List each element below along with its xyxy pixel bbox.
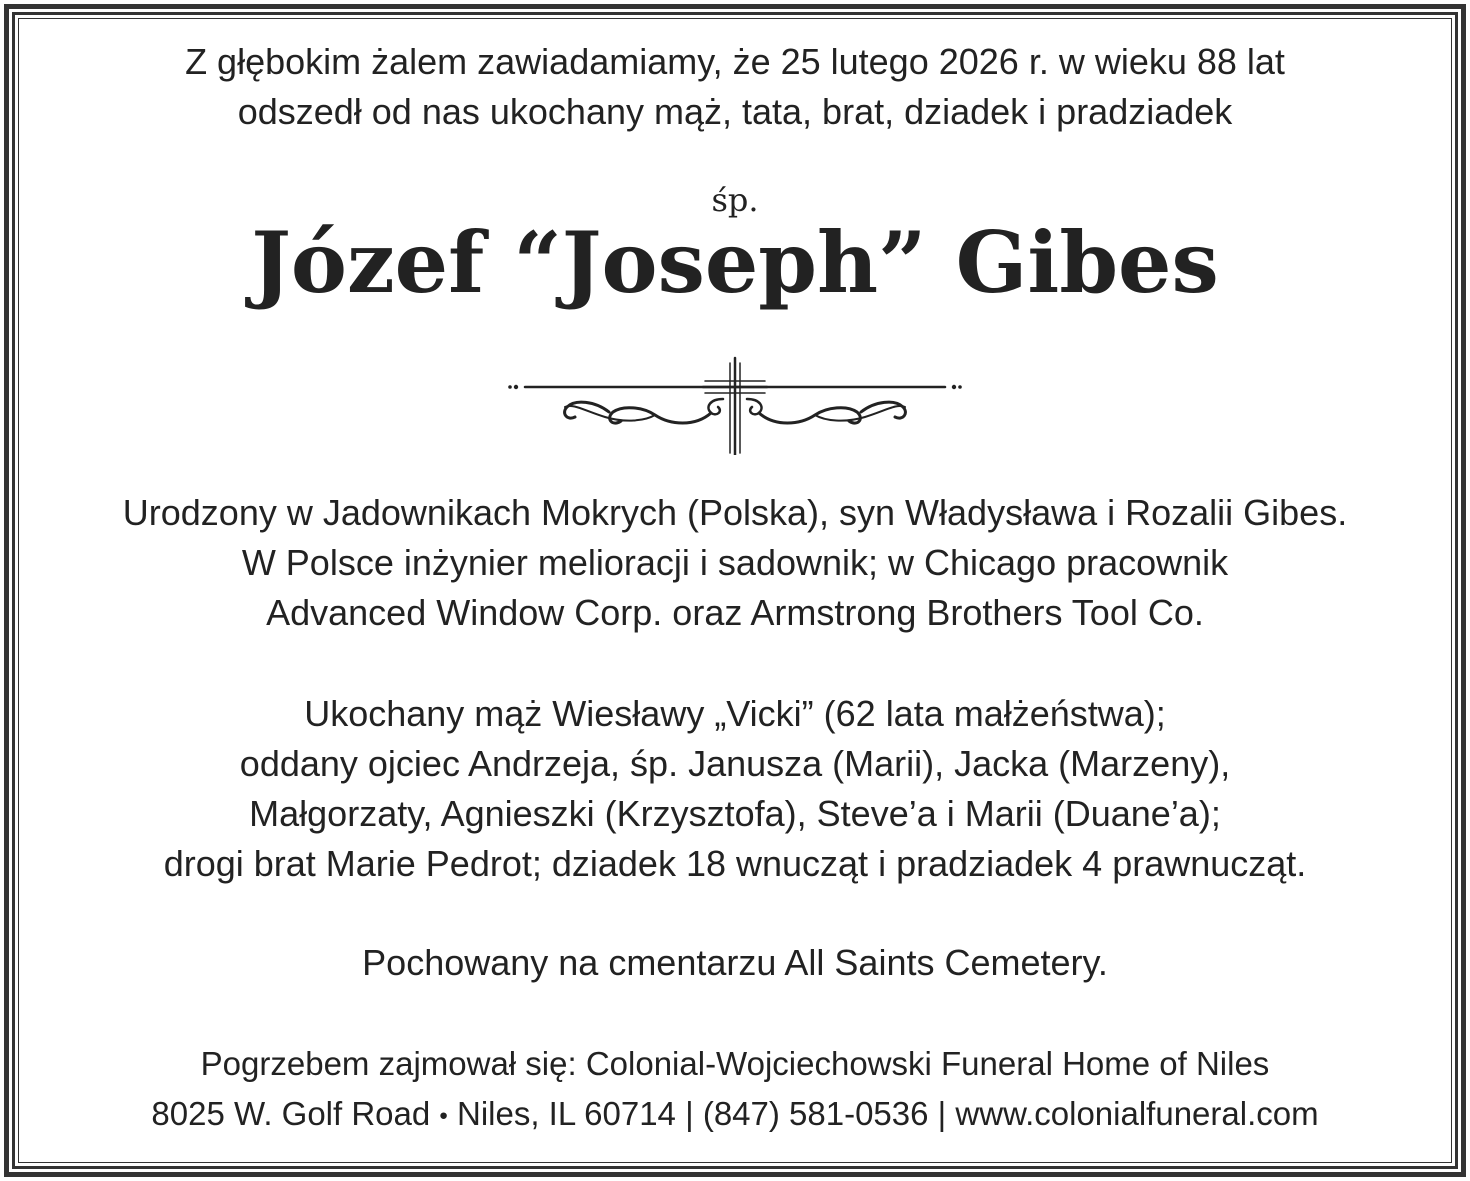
- family-line-1: Ukochany mąż Wiesławy „Vicki” (62 lata małżeństwa);: [304, 693, 1166, 734]
- family-line-2: oddany ojciec Andrzeja, śp. Janusza (Marii), Jacka (Marzeny),: [239, 743, 1231, 784]
- city: Niles, IL 60714: [456, 1095, 676, 1132]
- pipe-separator: |: [685, 1095, 694, 1132]
- funeral-home-line: Pogrzebem zajmował się: Colonial-Wojciechowski Funeral Home of Niles: [200, 1045, 1270, 1082]
- family-line-4: drogi brat Marie Pedrot; dziadek 18 wnucząt i pradziadek 4 prawnucząt.: [163, 843, 1307, 884]
- pipe-separator: |: [937, 1095, 947, 1132]
- intro-line-1: Z głębokim żalem zawiadamiamy, że 25 lutego 2026 r. w wieku 88 lat: [185, 41, 1285, 82]
- cross-scroll-ornament-icon: [505, 355, 965, 455]
- phone: (847) 581-0536: [702, 1095, 929, 1132]
- family-line-3: Małgorzaty, Agnieszki (Krzysztofa), Steve’a i Marii (Duane’a);: [249, 793, 1221, 834]
- burial-line: Pochowany na cmentarzu All Saints Cemetery.: [362, 942, 1108, 983]
- deceased-name: Józef “Joseph” Gibes: [251, 213, 1219, 312]
- honorific: śp.: [711, 181, 759, 219]
- intro-line-2: odszedł od nas ukochany mąż, tata, brat, dziadek i pradziadek: [237, 91, 1233, 132]
- address: 8025 W. Golf Road: [151, 1095, 431, 1132]
- bio-line-2: W Polsce inżynier melioracji i sadownik; w Chicago pracownik: [241, 542, 1229, 583]
- bullet-separator: •: [439, 1102, 448, 1130]
- website-link[interactable]: www.colonialfuneral.com: [955, 1095, 1319, 1132]
- funeral-home-contact: [20, 1089, 1450, 1141]
- bio-line-1: Urodzony w Jadownikach Mokrych (Polska), syn Władysława i Rozalii Gibes.: [122, 492, 1348, 533]
- bio-line-3: Advanced Window Corp. oraz Armstrong Brothers Tool Co.: [266, 592, 1204, 633]
